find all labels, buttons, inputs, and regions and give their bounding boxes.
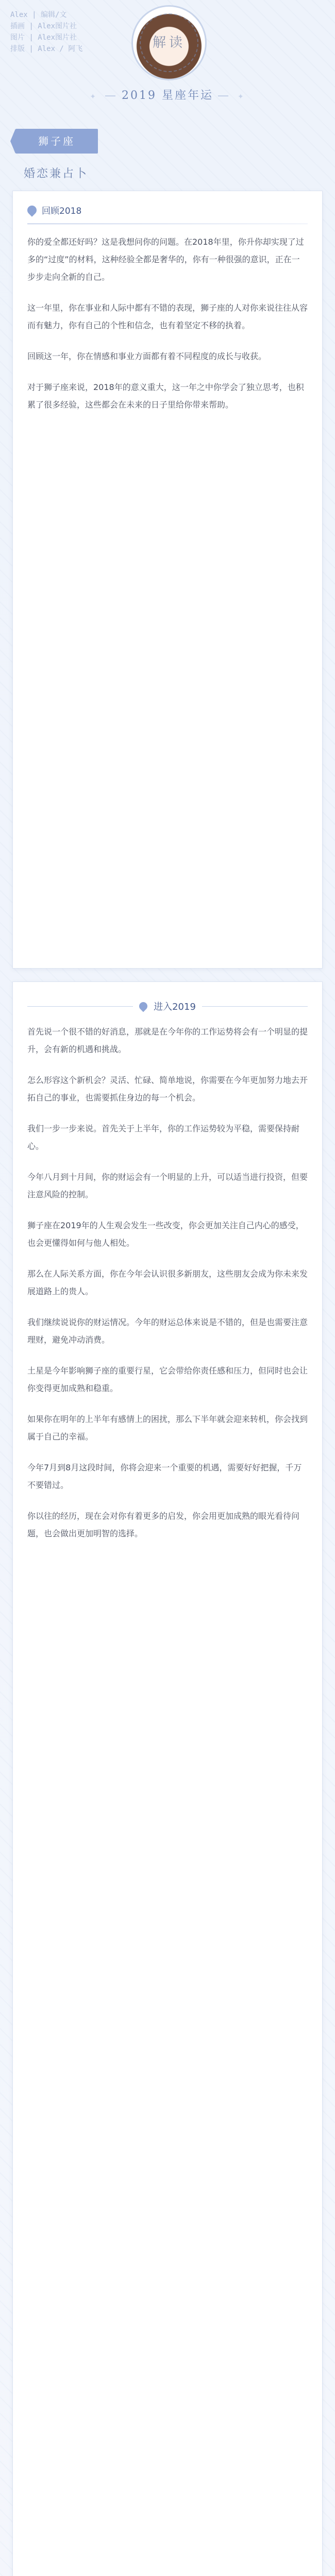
section-heading-text: 进入2019 [154, 1002, 196, 1012]
paragraph: 怎么形容这个新机会？灵活、忙碌、简单地说，你需要在今年更加努力地去开拓自己的事业，也需要抓住身边的每一个机会。 [27, 1075, 308, 1103]
credit-line: Alex | 编辑/文 [10, 11, 67, 19]
page-title-text: 2019 星座年运 [122, 89, 213, 102]
paragraph: 那么在人际关系方面，你在今年会认识很多新朋友，这些朋友会成为你未来发展道路上的贵人。 [27, 1269, 308, 1296]
page-title [0, 87, 335, 103]
paragraph: 今年7月到8月这段时间，你将会迎来一个重要的机遇，需要好好把握，千万不要错过。 [27, 1463, 302, 1490]
review-card [12, 191, 323, 969]
section-heading [27, 204, 308, 216]
paragraph: 首先说一个很不错的好消息，那就是在今年你的工作运势将会有一个明显的提升，会有新的机遇和挑战。 [27, 1027, 308, 1054]
credit-line: 插画 | Alex图片社 [10, 22, 77, 30]
avatar [131, 5, 207, 80]
pin-icon [138, 1001, 149, 1012]
header [0, 0, 335, 118]
paragraph: 如果你在明年的上半年有感情上的困扰，那么下半年就会迎来转机，你会找到属于自己的幸福。 [27, 1414, 308, 1442]
section-heading [27, 999, 308, 1013]
paragraph: 土星是今年影响狮子座的重要行星，它会带给你责任感和压力，但同时也会让你变得更加成熟和稳重。 [27, 1366, 308, 1393]
paragraph: 这一年里，你在事业和人际中都有不错的表现，狮子座的人对你来说往往从容而有魅力，你有自己的个性和信念，也有着坚定不移的执着。 [27, 303, 308, 330]
paragraph: 我们继续说说你的财运情况。今年的财运总体来说是不错的，但是也需要注意理财，避免冲动消费。 [27, 1317, 308, 1345]
paragraph: 你以往的经历，现在会对你有着更多的启发，你会用更加成熟的眼光看待问题，也会做出更加明智的选择。 [27, 1511, 300, 1538]
section-heading-text: 回顾2018 [42, 206, 82, 216]
divider [202, 1006, 308, 1007]
forecast-card [12, 981, 323, 2576]
divider-icon: — [105, 89, 118, 102]
paragraph: 回顾这一年，你在情感和事业方面都有着不同程度的成长与收获。 [27, 351, 267, 361]
brand-label: 婚恋兼占卜 [24, 167, 89, 180]
divider-icon: — [217, 89, 230, 102]
pin-icon [25, 204, 38, 216]
paragraph: 狮子座在2019年的人生观会发生一些改变，你会更加关注自己内心的感受，也会更懂得如何与他人相处。 [27, 1221, 304, 1248]
badge-tail-icon [10, 129, 15, 154]
paragraph: 我们一步一步来说。首先关于上半年，你的工作运势较为平稳，需要保持耐心。 [27, 1124, 300, 1151]
credit-line: 排版 | Alex / 阿飞 [10, 45, 83, 53]
stamp-icon: 解读 [140, 13, 198, 72]
divider [27, 1006, 133, 1007]
paragraph: 今年八月到十月间，你的财运会有一个明显的上升，可以适当进行投资，但要注意风险的控制。 [27, 1172, 308, 1199]
paragraph: 你的爱全都还好吗？这是我想问你的问题。在2018年里，你升你却实现了过多的“过度”的材料，这种经验全都是奢华的，你有一种很强的意识，正在一步步走向全新的自己。 [27, 237, 304, 282]
sign-name: 狮子座 [38, 135, 75, 147]
star-icon: ✦ [237, 93, 245, 101]
star-icon: ✦ [90, 93, 97, 101]
credit-line: 图片 | Alex图片社 [10, 33, 77, 42]
paragraph: 对于狮子座来说，2018年的意义重大，这一年之中你学会了独立思考，也积累了很多经验，这些都会在未来的日子里给你带来帮助。 [27, 382, 304, 410]
sign-badge [15, 129, 98, 154]
credits-block [10, 9, 103, 55]
